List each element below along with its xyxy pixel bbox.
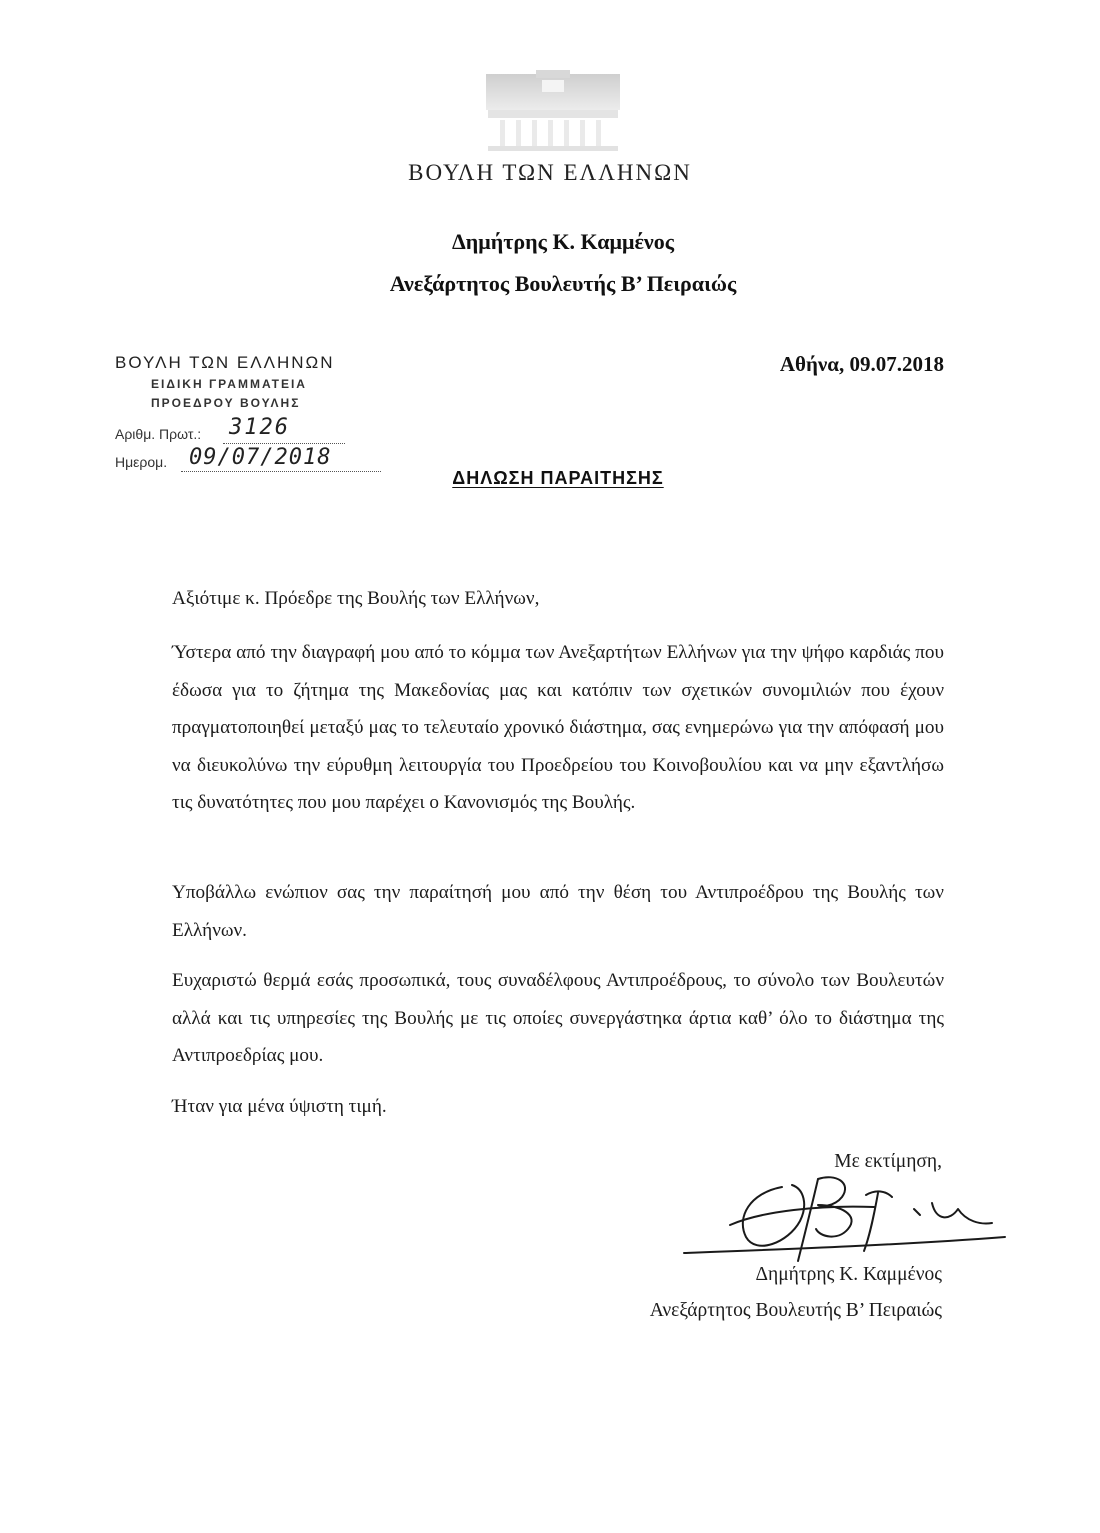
parliament-emblem-icon: [478, 70, 628, 152]
stamp-date-value: 09/07/2018: [189, 445, 332, 470]
stamp-protocol-label: Αριθμ. Πρωτ.:: [115, 426, 202, 442]
stamp-department: ΕΙΔΙΚΗ ΓΡΑΜΜΑΤΕΙΑ: [151, 377, 307, 391]
letter-date: Αθήνα, 09.07.2018: [779, 352, 944, 376]
signature-closing: Με εκτίμηση,: [834, 1151, 942, 1172]
stamp-office: ΠΡΟΕΔΡΟΥ ΒΟΥΛΗΣ: [151, 396, 301, 410]
handwritten-signature: [670, 1165, 1020, 1275]
document-title: [0, 468, 1100, 489]
registration-stamp: [115, 353, 405, 483]
stamp-institution: ΒΟΥΛΗ ΤΩΝ ΕΛΛΗΝΩΝ: [115, 353, 335, 372]
paragraph-3: Ευχαριστώ θερμά εσάς προσωπικά, τους συναδέλφους Αντιπροέδρους, το σύνολο των Βουλευτών αλλά και τις υπηρεσίες της Βουλής με τις οποίες συνεργάστηκα άρτια καθ’ όλο το διάστημα της Αντιπροεδρίας μου.: [172, 970, 944, 1067]
sender-name-header: Δημήτρης Κ. Καμμένος: [452, 229, 674, 254]
document-title-text: ΔΗΛΩΣΗ ΠΑΡΑΙΤΗΣΗΣ: [452, 468, 664, 488]
signatory-name: Δημήτρης Κ. Καμμένος: [755, 1264, 942, 1285]
institution-title: ΒΟΥΛΗ ΤΩΝ ΕΛΛΗΝΩΝ: [408, 160, 692, 185]
closing-sentence: Ήταν για μένα ύψιστη τιμή.: [172, 1096, 387, 1117]
protocol-dotted-line: [223, 443, 345, 444]
sender-role-header: Ανεξάρτητος Βουλευτής Β’ Πειραιώς: [389, 271, 737, 296]
paragraph-2: Υποβάλλω ενώπιον σας την παραίτησή μου από την θέση του Αντιπροέδρου της Βουλής των Ελλήνων.: [172, 882, 944, 941]
salutation: Αξιότιμε κ. Πρόεδρε της Βουλής των Ελλήνων,: [172, 588, 540, 609]
stamp-protocol-number: 3126: [229, 415, 290, 440]
paragraph-1: Ύστερα από την διαγραφή μου από το κόμμα των Ανεξαρτήτων Ελλήνων για την ψήφο καρδιάς που έδωσα για το ζήτημα της Μακεδονίας μας και κατόπιν των σχετικών συνομιλιών που έχουν πραγματοποιηθεί μεταξύ μας το τελευταίο χρονικό διάστημα, σας ενημερώνω για την απόφασή μου να διευκολύνω την εύρυθμη λειτουργία του Προεδρείου του Κοινοβουλίου και να μην εξαντλήσω τις δυνατότητες που μου παρέχει ο Κανονισμός της Βουλής.: [172, 642, 944, 814]
signatory-role: Ανεξάρτητος Βουλευτής Β’ Πειραιώς: [649, 1300, 942, 1321]
stamp-date-label: Ημερομ.: [115, 454, 168, 470]
